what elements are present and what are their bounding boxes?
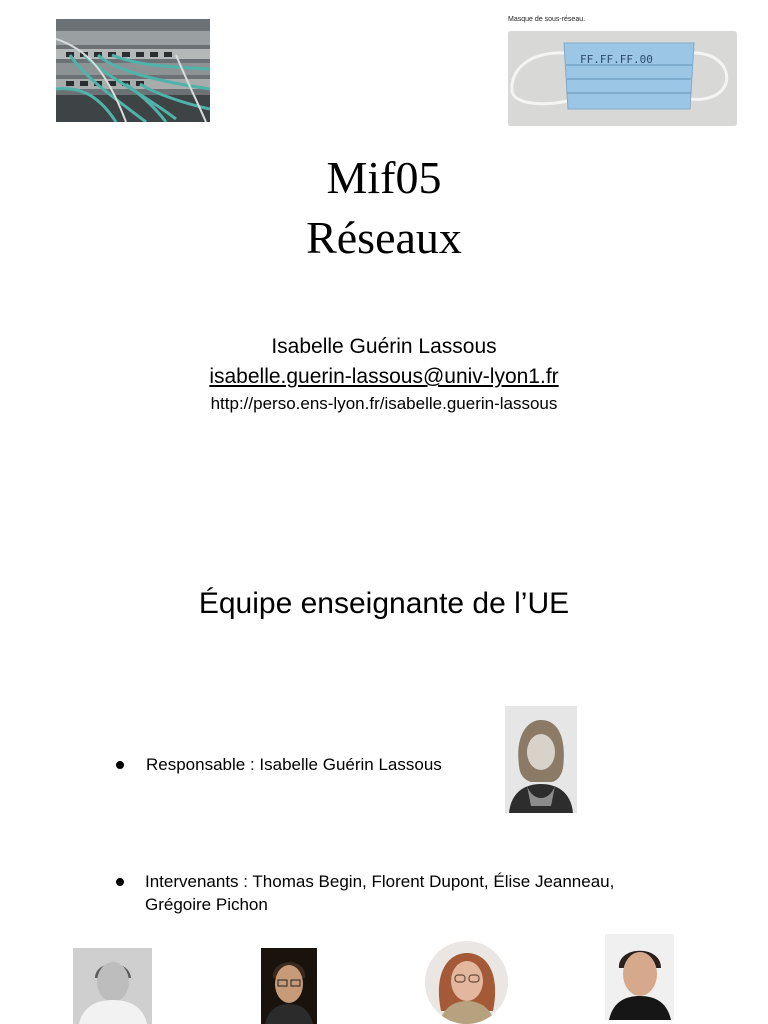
responsable-portrait	[505, 706, 577, 813]
portrait-gregoire-pichon	[605, 934, 674, 1020]
author-name: Isabelle Guérin Lassous	[271, 335, 497, 358]
bullet-dot	[116, 878, 124, 886]
course-name: Réseaux	[306, 212, 462, 263]
portrait-florent-dupont	[261, 948, 317, 1024]
responsable-line: Responsable : Isabelle Guérin Lassous	[146, 755, 442, 774]
course-title	[0, 148, 768, 268]
author-block	[0, 332, 768, 416]
course-code: Mif05	[326, 152, 442, 203]
portrait-elise-jeanneau	[425, 941, 508, 1024]
portrait-thomas-begin	[73, 948, 152, 1024]
intervenants-line	[145, 870, 614, 916]
author-email-link[interactable]: isabelle.guerin-lassous@univ-lyon1.fr	[209, 365, 559, 388]
mask-photo-caption: Masque de sous-réseau.	[508, 16, 586, 23]
author-url: http://perso.ens-lyon.fr/isabelle.guerin-lassous	[210, 394, 558, 413]
network-cables-photo	[56, 19, 210, 122]
intervenants-line-2: Grégoire Pichon	[145, 895, 268, 914]
intervenants-line-1: Intervenants : Thomas Begin, Florent Dupont, Élise Jeanneau,	[145, 872, 615, 891]
mask-text: FF.FF.FF.00	[580, 53, 653, 66]
face-mask-photo	[508, 31, 737, 126]
bullet-dot	[116, 761, 124, 769]
team-heading: Équipe enseignante de l’UE	[198, 587, 570, 620]
